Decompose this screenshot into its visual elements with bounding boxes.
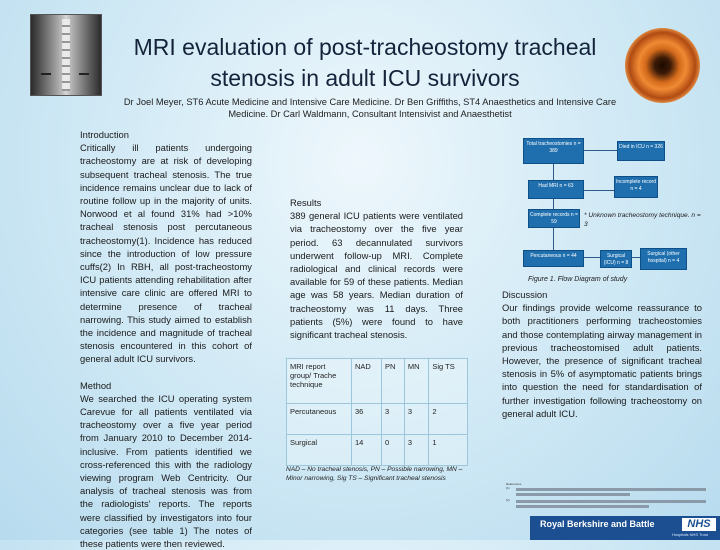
table-row	[287, 435, 468, 466]
table-cell: Percutaneous	[287, 404, 352, 435]
results-table	[286, 358, 468, 466]
table-cell: 14	[352, 435, 382, 466]
references-label: References	[506, 482, 522, 486]
references	[506, 482, 706, 510]
discussion-heading: Discussion	[502, 289, 548, 300]
flow-box-died: Died in ICU n = 326	[617, 141, 665, 161]
results-heading: Results	[290, 197, 322, 208]
flow-box-complete: Complete records n = 59	[528, 209, 580, 228]
flow-box-percutaneous: Percutaneous n = 44	[523, 250, 584, 267]
table-row	[287, 404, 468, 435]
table-cell: 2	[429, 404, 468, 435]
column-left	[80, 128, 252, 550]
table-header: PN	[382, 359, 405, 404]
flow-box-total: Total tracheostomies n = 389	[523, 138, 584, 164]
table-header: MN	[404, 359, 429, 404]
table-header-row	[287, 359, 468, 404]
results-text: 389 general ICU patients were ventilated via tracheostomy over the five year period. 63 decannulated survivors underwent follow-up MRI. Complete radiological and clinical records were available for 59 of these patients. Median age was 58 years. Median duration of tracheostomy was 11 days. Three patients (5%) were found to have significant tracheal stenosis.	[290, 210, 463, 341]
table-header: MRI report group/ Trache technique	[287, 359, 352, 404]
flow-box-incomplete: Incomplete record n = 4	[614, 176, 658, 198]
method-text: We searched the ICU operating system Carevue for all patients ventilated via tracheostomy over a five year period from January 2010 to December 2014- inclusive. From patients identified we cross-referenced this with the radiology viewing program Web Centricity. Our analysis of tracheal stenosis was from the radiologists' reports. The reports were classified by investigators into four categories (see table 1) The notes of these patients were then reviewed.	[80, 392, 252, 550]
table-cell: 3	[382, 404, 405, 435]
column-middle	[290, 128, 463, 341]
trust-subtitle: Hospitals NHS Trust	[672, 532, 709, 537]
table-cell: 36	[352, 404, 382, 435]
table-header: NAD	[352, 359, 382, 404]
introduction-heading: Introduction	[80, 129, 129, 140]
xray-image	[30, 14, 102, 96]
table-header: Sig TS	[429, 359, 468, 404]
discussion-text: Our findings provide welcome reassurance to both practitioners performing tracheostomies and those contemplating airway management in previous tracheostomised adult patients. However, the presence of significant tracheal stenosis in 5% of asymptomatic patients brings into question the need for standardisation of further investigation following tracheostomy on general adult ICU.	[502, 302, 702, 419]
flow-box-mri: Had MRI n = 63	[528, 180, 584, 199]
flow-caption: Figure 1. Flow Diagram of study	[528, 276, 628, 283]
table-cell: 3	[404, 404, 429, 435]
trust-logo	[530, 516, 720, 540]
flow-note: * Unknown tracheostomy technique. n = 3	[584, 212, 701, 228]
poster-title: MRI evaluation of post-tracheostomy tracheal stenosis in adult ICU survivors	[133, 34, 597, 91]
method-heading: Method	[80, 379, 112, 391]
nhs-logo: NHS	[682, 518, 716, 531]
reference-number: (1)	[506, 486, 510, 491]
table-cell: 1	[429, 435, 468, 466]
poster-authors: Dr Joel Meyer, ST6 Acute Medicine and Intensive Care Medicine. Dr Ben Griffiths, ST4 Anaesthetics and Intensive Care Medicine. Dr Carl Waldmann, Consultant Intensivist and Anaesthetist	[123, 97, 617, 119]
table-cell: 0	[382, 435, 405, 466]
table-cell: Surgical	[287, 435, 352, 466]
reference-number: (2)	[506, 498, 510, 503]
flow-box-surgical-other: Surgical (other hospital) n = 4	[640, 248, 687, 270]
trust-name: Royal Berkshire and Battle	[540, 519, 655, 529]
table-note: NAD – No tracheal stenosis, PN – Possible narrowing, MN – Minor narrowing, Sig TS – Significant tracheal stenosis	[286, 466, 463, 482]
flow-box-surgical-icu: Surgical (ICU) n = 8	[600, 250, 632, 268]
column-right	[502, 288, 702, 420]
table-cell: 3	[404, 435, 429, 466]
endoscopy-image	[625, 28, 700, 103]
introduction-text: Critically ill patients undergoing tracheostomy are at risk of developing subsequent tracheal stenosis. The true incidence remains unclear due to lack of routine follow up in the majority of units. Norwood et al found 31% had >10% tracheal stenosis post percutaneous tracheostomy(1). Incidence has reduced since the introduction of low pressure cuffs(2) In RBH, all post-tracheostomy ICU patients attending rehabilitation after intensive care clinic are offered MRI to determine presence of tracheal narrowing. This study aimed to establish the incidence and magnitude of tracheal stenosis encountered in this cohort of general adult ICU survivors.	[80, 142, 252, 365]
